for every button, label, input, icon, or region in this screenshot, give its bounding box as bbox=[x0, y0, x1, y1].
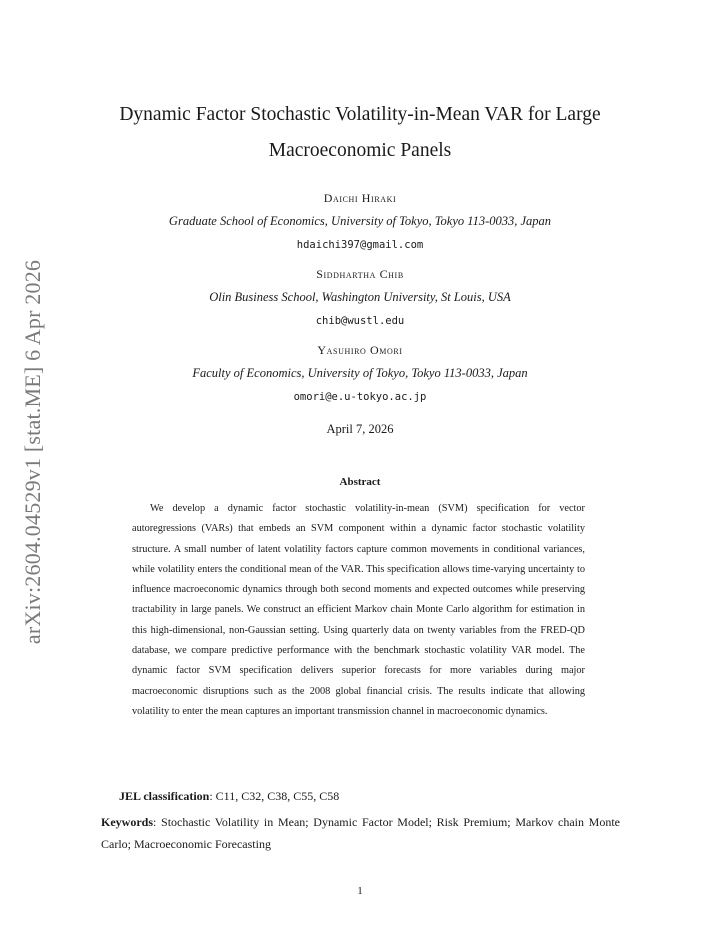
keywords-value: : Stochastic Volatility in Mean; Dynamic Factor Model; Risk Premium; Markov chain Monte Carlo; Macroeconomic Forecasting bbox=[101, 815, 620, 851]
author-name: Daichi Hiraki bbox=[323, 191, 397, 205]
jel-value: : C11, C32, C38, C55, C58 bbox=[209, 789, 340, 803]
page-number: 1 bbox=[357, 885, 363, 897]
paper-date: April 7, 2026 bbox=[326, 422, 394, 436]
author-affiliation: Faculty of Economics, University of Tokyo, Tokyo 113-0033, Japan bbox=[192, 366, 528, 380]
author-name: Siddhartha Chib bbox=[316, 267, 404, 281]
author-name: Yasuhiro Omori bbox=[317, 343, 403, 357]
abstract-text: We develop a dynamic factor stochastic volatility-in-mean (SVM) specification for vector autoregressions (VARs) that embeds an SVM component within a dynamic factor stochastic volatility structure. A small number of latent volatility factors capture common movements in conditional variances, while volatility enters the conditional mean of the VAR. This specification allows time-varying uncertainty to influence macroeconomic dynamics through both second moments and expected outcomes while preserving tractability in large panels. We construct an efficient Markov chain Monte Carlo algorithm for estimation in this high-dimensional, non-Gaussian setting. Using quarterly data on twenty variables from the FRED-QD database, we compare predictive performance with the benchmark stochastic volatility VAR model. The dynamic factor SVM specification delivers superior forecasts for more variables during major macroeconomic disruptions such as the 2008 global financial crisis. The results indicate that allowing volatility to enter the mean captures an important transmission channel in macroeconomic dynamics. bbox=[132, 503, 585, 717]
keywords bbox=[101, 811, 620, 855]
author-block-3 bbox=[60, 343, 660, 358]
jel-label: JEL classification bbox=[119, 789, 210, 803]
keywords-label: Keywords bbox=[101, 815, 153, 829]
abstract-heading: Abstract bbox=[339, 476, 381, 488]
author-block-1 bbox=[60, 191, 660, 206]
author-block-2 bbox=[60, 267, 660, 282]
author-email: hdaichi397@gmail.com bbox=[296, 239, 424, 251]
paper-title: Dynamic Factor Stochastic Volatility-in-Mean VAR for Large Macroeconomic Panels bbox=[119, 104, 601, 161]
author-affiliation: Olin Business School, Washington University, St Louis, USA bbox=[209, 290, 511, 304]
jel-classification bbox=[119, 789, 339, 804]
author-email: chib@wustl.edu bbox=[315, 315, 405, 327]
arxiv-side-identifier: arXiv:2604.04529v1 [stat.ME] 6 Apr 2026 bbox=[20, 259, 45, 645]
author-email: omori@e.u-tokyo.ac.jp bbox=[293, 391, 427, 403]
author-affiliation: Graduate School of Economics, University of Tokyo, Tokyo 113-0033, Japan bbox=[168, 214, 552, 228]
